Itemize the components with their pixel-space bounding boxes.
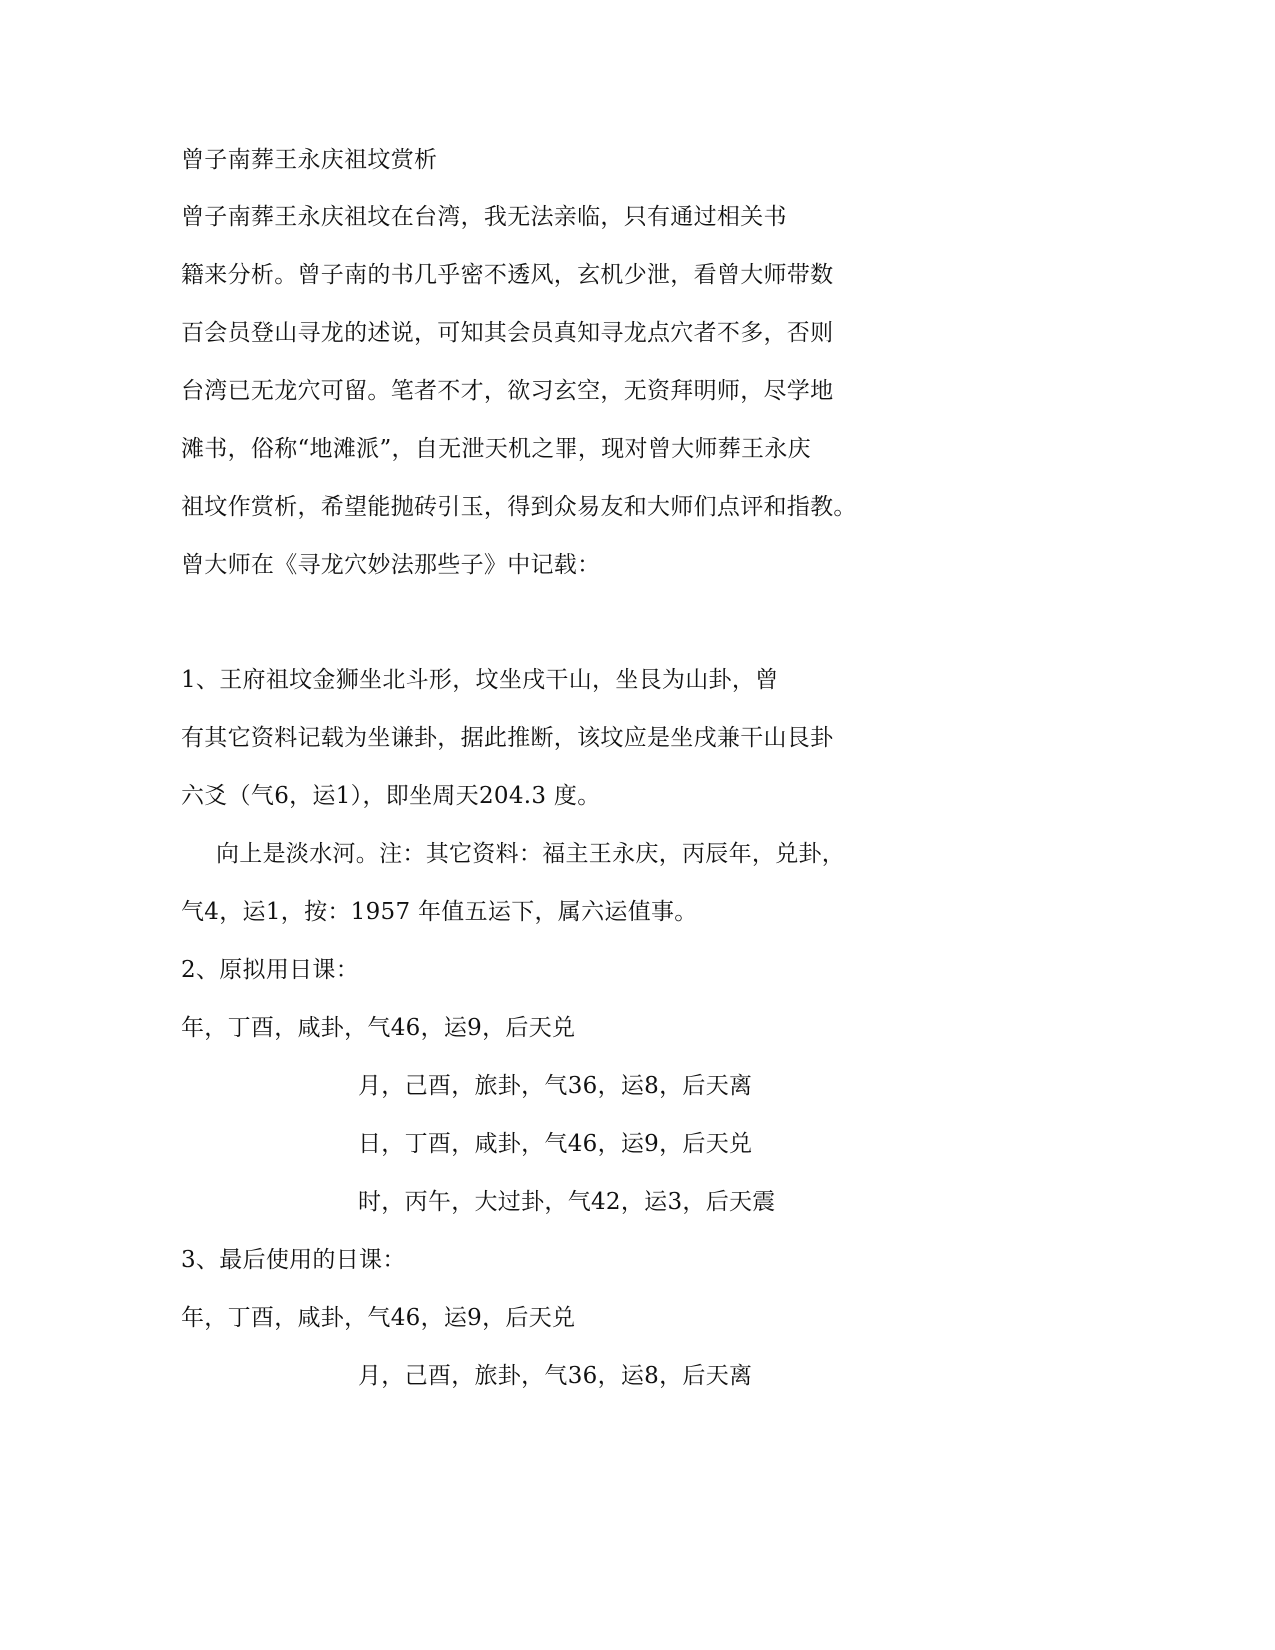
section-1-line: 有其它资料记载为坐谦卦，据此推断，该坟应是坐戌兼干山艮卦 <box>181 725 834 751</box>
paragraph-line: 百会员登山寻龙的述说，可知其会员真知寻龙点穴者不多，否则 <box>181 320 834 346</box>
document-title: 曾子南葬王永庆祖坟赏析 <box>181 147 438 173</box>
section-3-heading: 3、最后使用的日课： <box>181 1247 406 1273</box>
paragraph-line: 籍来分析。曾子南的书几乎密不透风，玄机少泄，看曾大师带数 <box>181 262 834 288</box>
schedule-line-month: 月，己酉，旅卦，气36，运8，后天离 <box>358 1073 753 1099</box>
schedule-line-day: 日，丁酉，咸卦，气46，运9，后天兑 <box>358 1131 753 1157</box>
schedule-line-year: 年，丁酉，咸卦，气46，运9，后天兑 <box>181 1015 576 1041</box>
section-1-line: 气4，运1，按：1957 年值五运下，属六运值事。 <box>181 899 698 925</box>
section-1-line: 1、王府祖坟金狮坐北斗形，坟坐戌干山，坐艮为山卦，曾 <box>181 667 779 693</box>
schedule-line-hour: 时，丙午，大过卦，气42，运3，后天震 <box>358 1189 776 1215</box>
paragraph-line: 曾子南葬王永庆祖坟在台湾，我无法亲临，只有通过相关书 <box>181 204 787 230</box>
paragraph-line: 曾大师在《寻龙穴妙法那些子》中记载： <box>181 552 601 578</box>
schedule-line-year: 年，丁酉，咸卦，气46，运9，后天兑 <box>181 1305 576 1331</box>
schedule-line-month: 月，己酉，旅卦，气36，运8，后天离 <box>358 1363 753 1389</box>
paragraph-line: 滩书，俗称“地滩派”，自无泄天机之罪，现对曾大师葬王永庆 <box>181 436 811 462</box>
section-1-line: 向上是淡水河。注：其它资料：福主王永庆，丙辰年，兑卦， <box>216 841 846 867</box>
paragraph-line: 祖坟作赏析，希望能抛砖引玉，得到众易友和大师们点评和指教。 <box>181 494 857 520</box>
paragraph-line: 台湾已无龙穴可留。笔者不才，欲习玄空，无资拜明师，尽学地 <box>181 378 834 404</box>
section-2-heading: 2、原拟用日课： <box>181 957 360 983</box>
section-1-line: 六爻（气6，运1），即坐周天204.3 度。 <box>181 783 601 809</box>
